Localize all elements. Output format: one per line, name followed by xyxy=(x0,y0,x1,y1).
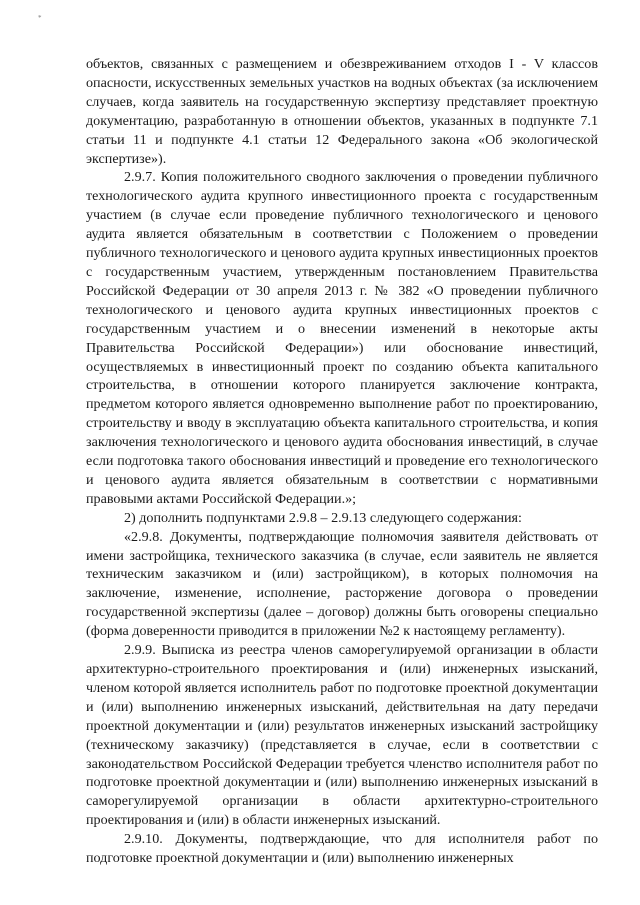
paragraph-2-9-10: 2.9.10. Документы, подтверждающие, что для исполнителя работ по подготовке проектной документации и (или) выполнению инженерных xyxy=(86,831,598,867)
paragraph-2-9-7: 2.9.7. Копия положительного сводного заключения о проведении публичного технологического аудита крупного инвестиционного проекта с государственным участием (в случае если проведение публичного технологического и ценового аудита является обязательным в соответствии с Положением о проведении публичного технологического и ценового аудита крупных инвестиционных проектов с государственным участием, утвержденным постановлением Правительства Российской Федерации от 30 апреля 2013 г. № 382 «О проведении публичного технологического и ценового аудита крупных инвестиционных проектов с государственным участием и о внесении изменений в некоторые акты Правительства Российской Федерации») или обоснование инвестиций, осуществляемых в инвестиционный проект по созданию объекта капитального строительства, в отношении которого планируется заключение контракта, предметом которого является одновременно выполнение работ по проектированию, строительству и вводу в эксплуатацию объекта капитального строительства, и копия заключения технологического и ценового аудита обоснования инвестиций, в случае если подготовка такого обоснования инвестиций и проведение его технологического и ценового аудита является обязательным в соответствии с нормативными правовыми актами Российской Федерации.»; xyxy=(86,169,598,507)
page-mark: * xyxy=(38,14,42,22)
document-body xyxy=(86,55,598,868)
paragraph-amendment-2: 2) дополнить подпунктами 2.9.8 – 2.9.13 следующего содержания: xyxy=(124,509,522,526)
paragraph-2-9-8: «2.9.8. Документы, подтверждающие полномочия заявителя действовать от имени застройщика, технического заказчика (в случае, если заявитель не является техническим заказчиком и (или) застройщиком), в которых полномочия на заключение, изменение, исполнение, расторжение договора о проведении государственной экспертизы (далее – договор) должны быть оговорены специально (форма доверенности приводится в приложении №2 к настоящему регламенту). xyxy=(86,528,598,640)
paragraph-continuation: объектов, связанных с размещением и обезвреживанием отходов I - V классов опасности, искусственных земельных участков на водных объектах (за исключением случаев, когда заявитель на государственную экспертизу представляет проектную документацию, разработанную в отношении объектов, указанных в подпункте 7.1 статьи 11 и подпункте 4.1 статьи 12 Федерального закона «Об экологической экспертизе»). xyxy=(86,56,598,167)
paragraph-2-9-9: 2.9.9. Выписка из реестра членов саморегулируемой организации в области архитектурно-строительного проектирования и (или) инженерных изысканий, членом которой является исполнитель работ по подготовке проектной документации и (или) выполнению инженерных изысканий, действительная на дату передачи проектной документации и (или) результатов инженерных изысканий застройщику (техническому заказчику) (представляется в случае, если в соответствии с законодательством Российской Федерации требуется членство исполнителя работ по подготовке проектной документации и (или) выполнению инженерных изысканий в саморегулируемой организации в области архитектурно-строительного проектирования и (или) в области инженерных изысканий. xyxy=(86,642,598,829)
